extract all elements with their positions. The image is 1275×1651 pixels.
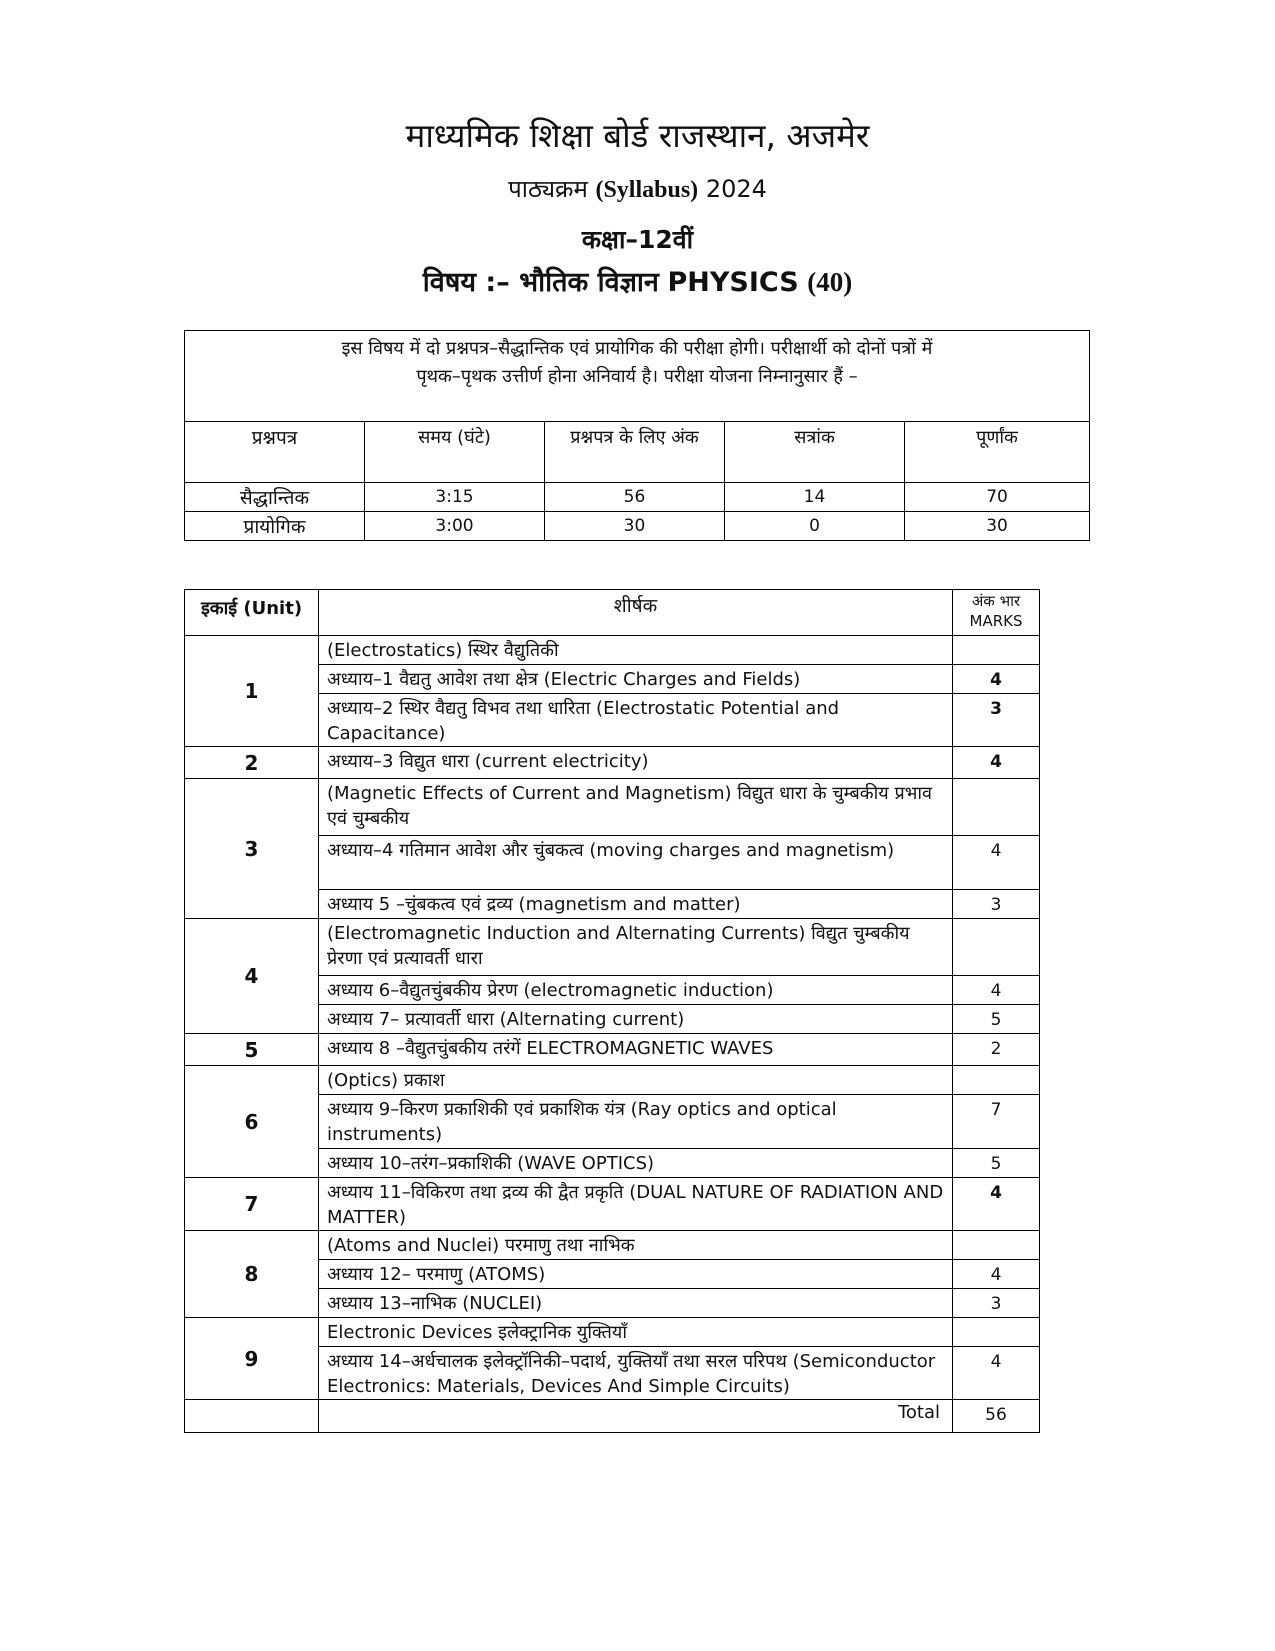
syllabus-table <box>184 589 1040 1433</box>
row-marks: 3 <box>953 890 1040 919</box>
subject-title <box>0 262 1275 299</box>
row-marks: 3 <box>953 694 1040 747</box>
table-row <box>185 1178 1040 1231</box>
row-marks: 7 <box>953 1095 1040 1149</box>
exam-cell: 14 <box>725 483 905 512</box>
table-row <box>185 1034 1040 1066</box>
syllabus-year: 2024 <box>705 175 767 203</box>
row-title: अध्याय 5 –चुंबकत्व एवं द्रव्य (magnetism and matter) <box>319 890 953 919</box>
total-marks: 56 <box>953 1400 1040 1433</box>
row-marks <box>953 919 1040 976</box>
row-title: (Optics) प्रकाश <box>319 1066 953 1095</box>
row-title: अध्याय 6–वैद्युतचुंबकीय प्रेरण (electromagnetic induction) <box>319 976 953 1005</box>
total-empty-cell <box>185 1400 319 1433</box>
exam-header-total: पूर्णांक <box>905 422 1090 483</box>
exam-cell: 3:15 <box>365 483 545 512</box>
row-title: (Electrostatics) स्थिर वैद्युतिकी <box>319 636 953 665</box>
header-title: शीर्षक <box>319 590 953 636</box>
row-marks <box>953 779 1040 836</box>
header-marks-english: MARKS <box>969 612 1023 630</box>
exam-header-paper-marks: प्रश्नपत्र के लिए अंक <box>545 422 725 483</box>
exam-header-sessional: सत्रांक <box>725 422 905 483</box>
row-title: अध्याय 10–तरंग–प्रकाशिकी (WAVE OPTICS) <box>319 1149 953 1178</box>
row-marks: 4 <box>953 836 1040 890</box>
table-row <box>185 747 1040 779</box>
row-marks: 5 <box>953 1005 1040 1034</box>
row-marks: 4 <box>953 976 1040 1005</box>
row-title: अध्याय 14–अर्धचालक इलेक्ट्रॉनिकी–पदार्थ, युक्तियाँ तथा सरल परिपथ (Semiconductor Electronics: Materials, Devices And Simple Circuits) <box>319 1347 953 1400</box>
row-marks: 4 <box>953 665 1040 694</box>
unit-number: 4 <box>185 919 319 1034</box>
row-title: अध्याय–4 गतिमान आवेश और चुंबकत्व (moving charges and magnetism) <box>319 836 953 890</box>
exam-header-row <box>185 422 1090 483</box>
row-marks: 4 <box>953 1178 1040 1231</box>
row-marks <box>953 1231 1040 1260</box>
total-row <box>185 1400 1040 1433</box>
unit-number: 1 <box>185 636 319 747</box>
exam-intro-line: पृथक–पृथक उत्तीर्ण होना अनिवार्य है। परीक्षा योजना निम्नानुसार हैं – <box>416 366 858 387</box>
row-marks: 2 <box>953 1034 1040 1066</box>
subject-label: विषय :– भौतिक विज्ञान <box>422 267 659 298</box>
exam-cell: 70 <box>905 483 1090 512</box>
table-row <box>185 1231 1040 1260</box>
syllabus-hindi: पाठ्यक्रम <box>508 175 588 203</box>
syllabus-english: (Syllabus) <box>595 177 699 203</box>
table-row <box>185 1066 1040 1095</box>
unit-number: 3 <box>185 779 319 919</box>
total-label: Total <box>319 1400 953 1433</box>
unit-number: 8 <box>185 1231 319 1318</box>
row-marks: 4 <box>953 747 1040 779</box>
table-row <box>185 779 1040 836</box>
exam-intro-line: इस विषय में दो प्रश्नपत्र–सैद्धान्तिक एवं प्रायोगिक की परीक्षा होगी। परीक्षार्थी को दोनों पत्रों में <box>341 338 933 359</box>
exam-cell: सैद्धान्तिक <box>185 483 365 512</box>
syllabus-line <box>0 172 1275 205</box>
unit-number: 5 <box>185 1034 319 1066</box>
class-title: कक्षा–12वीं <box>581 225 694 254</box>
subject-code: (40) <box>807 267 853 297</box>
row-title: अध्याय 7– प्रत्यावर्ती धारा (Alternating current) <box>319 1005 953 1034</box>
unit-number: 7 <box>185 1178 319 1231</box>
row-title: (Electromagnetic Induction and Alternating Currents) विद्युत चुम्बकीय प्रेरणा एवं प्रत्यावर्ती धारा <box>319 919 953 976</box>
header-marks <box>953 590 1040 636</box>
exam-intro <box>185 331 1090 422</box>
exam-scheme-table <box>184 330 1090 541</box>
exam-cell: प्रायोगिक <box>185 512 365 541</box>
row-title: अध्याय 12– परमाणु (ATOMS) <box>319 1260 953 1289</box>
exam-header-time: समय (घंटे) <box>365 422 545 483</box>
row-marks: 4 <box>953 1260 1040 1289</box>
exam-row-theory <box>185 483 1090 512</box>
header-marks-hindi: अंक भार <box>971 592 1021 610</box>
board-title: माध्यमिक शिक्षा बोर्ड राजस्थान, अजमेर <box>405 116 870 155</box>
table-row <box>185 1318 1040 1347</box>
row-title: अध्याय–3 विद्युत धारा (current electricity) <box>319 747 953 779</box>
exam-header-paper: प्रश्नपत्र <box>185 422 365 483</box>
exam-cell: 30 <box>905 512 1090 541</box>
exam-cell: 56 <box>545 483 725 512</box>
exam-cell: 30 <box>545 512 725 541</box>
row-title: अध्याय–2 स्थिर वैद्यतु विभव तथा धारिता (Electrostatic Potential and Capacitance) <box>319 694 953 747</box>
header-unit: इकाई (Unit) <box>185 590 319 636</box>
unit-number: 6 <box>185 1066 319 1178</box>
exam-cell: 0 <box>725 512 905 541</box>
row-marks: 5 <box>953 1149 1040 1178</box>
row-marks <box>953 1318 1040 1347</box>
row-marks <box>953 636 1040 665</box>
row-title: अध्याय 13–नाभिक (NUCLEI) <box>319 1289 953 1318</box>
row-marks: 3 <box>953 1289 1040 1318</box>
row-title: अध्याय 9–किरण प्रकाशिकी एवं प्रकाशिक यंत्र (Ray optics and optical instruments) <box>319 1095 953 1149</box>
exam-row-practical <box>185 512 1090 541</box>
table-row <box>185 636 1040 665</box>
row-marks: 4 <box>953 1347 1040 1400</box>
syllabus-header-row <box>185 590 1040 636</box>
unit-number: 9 <box>185 1318 319 1400</box>
exam-cell: 3:00 <box>365 512 545 541</box>
row-title: (Atoms and Nuclei) परमाणु तथा नाभिक <box>319 1231 953 1260</box>
row-title: अध्याय–1 वैद्यतु आवेश तथा क्षेत्र (Electric Charges and Fields) <box>319 665 953 694</box>
subject-english: PHYSICS <box>667 267 799 298</box>
table-row <box>185 919 1040 976</box>
row-title: (Magnetic Effects of Current and Magnetism) विद्युत धारा के चुम्बकीय प्रभाव एवं चुम्बकीय <box>319 779 953 836</box>
row-title: अध्याय 8 –वैद्युतचुंबकीय तरंगें ELECTROMAGNETIC WAVES <box>319 1034 953 1066</box>
row-title: अध्याय 11–विकिरण तथा द्रव्य की द्वैत प्रकृति (DUAL NATURE OF RADIATION AND MATTER) <box>319 1178 953 1231</box>
row-title: Electronic Devices इलेक्ट्रानिक युक्तियाँ <box>319 1318 953 1347</box>
row-marks <box>953 1066 1040 1095</box>
unit-number: 2 <box>185 747 319 779</box>
